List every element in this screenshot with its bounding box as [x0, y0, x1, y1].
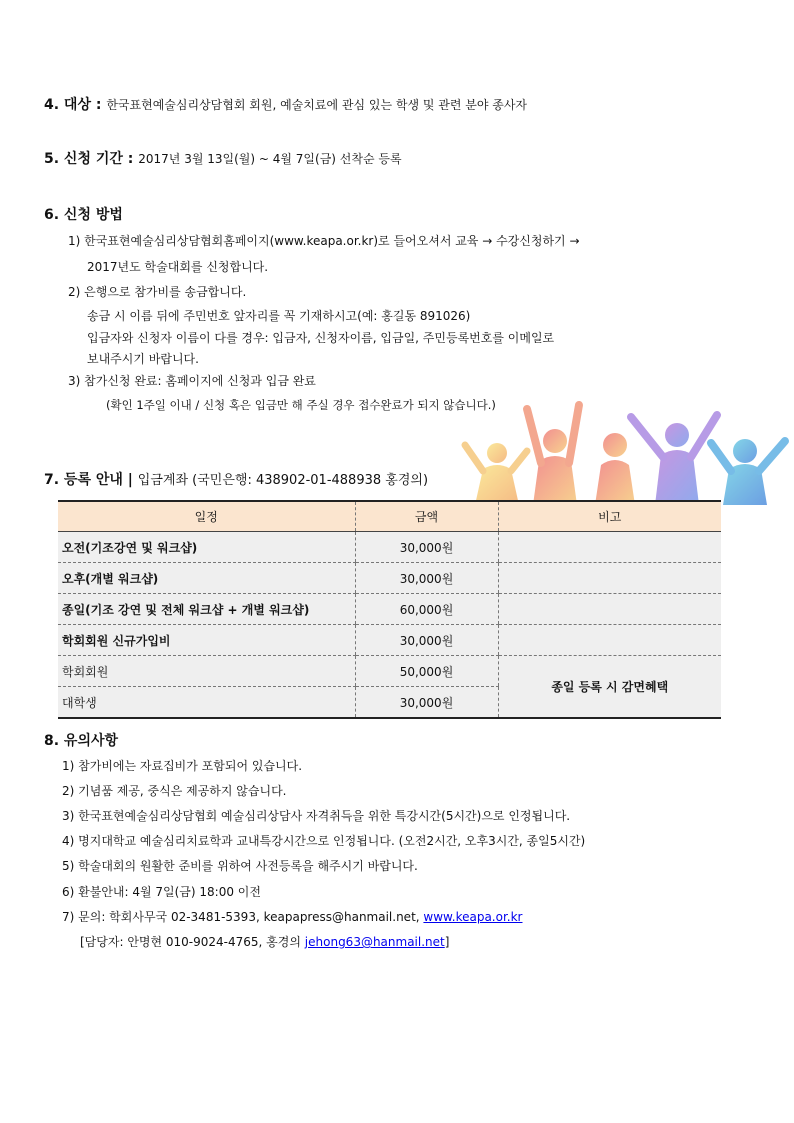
row-remark: [498, 563, 721, 594]
section-4: [44, 94, 527, 114]
manager-text: [담당자: 안명현 010-9024-4765, 홍경의: [80, 935, 301, 949]
row-name: 학회회원: [58, 656, 355, 687]
section-6-line: 3) 참가신청 완료: 홈페이지에 신청과 입금 완료: [68, 374, 316, 388]
section-6-line: 2) 은행으로 참가비를 송금합니다.: [68, 285, 247, 299]
notice-line: 4) 명지대학교 예술심리치료학과 교내특강시간으로 인정됩니다. (오전2시간, 오후3시간, 종일5시간): [62, 834, 586, 848]
notice-line: 6) 환불안내: 4월 7일(금) 18:00 이전: [62, 885, 261, 899]
manager-line: [80, 933, 449, 950]
section-6-line: 보내주시기 바랍니다.: [87, 352, 199, 366]
section-7-heading: 7. 등록 안내 |: [44, 472, 133, 488]
notice-line: 5) 학술대회의 원활한 준비를 위하여 사전등록을 해주시기 바랍니다.: [62, 859, 418, 873]
contact-text: 7) 문의: 학회사무국 02-3481-5393, keapapress@hanmail.net,: [62, 910, 420, 924]
notice-line: 3) 한국표현예술심리상담협회 예술심리상담사 자격취득을 위한 특강시간(5시간)으로 인정됩니다.: [62, 809, 571, 823]
dancers-illustration: [455, 395, 794, 505]
column-header-remark: 비고: [498, 501, 721, 532]
section-6-line: 송금 시 이름 뒤에 주민번호 앞자리를 꼭 기재하시고(예: 홍길동 891026): [87, 309, 471, 323]
table-row: [58, 594, 721, 625]
row-amount: 30,000원: [355, 687, 498, 719]
row-amount: 60,000원: [355, 594, 498, 625]
table-row: [58, 532, 721, 563]
row-remark: [498, 594, 721, 625]
fee-table: [58, 500, 721, 719]
section-4-heading: 4. 대상 :: [44, 97, 102, 113]
section-6-note: (확인 1주일 이내 / 신청 혹은 입금만 해 주실 경우 접수완료가 되지 않습니다.): [106, 398, 496, 412]
column-header-amount: 금액: [355, 501, 498, 532]
notice-line: 2) 기념품 제공, 중식은 제공하지 않습니다.: [62, 784, 287, 798]
column-header-schedule: 일정: [58, 501, 355, 532]
manager-bracket: ]: [444, 935, 450, 949]
manager-email-link[interactable]: jehong63@hanmail.net: [304, 935, 445, 949]
table-row: [58, 563, 721, 594]
section-7: [44, 469, 428, 489]
row-name: 오후(개별 워크샵): [58, 563, 355, 594]
section-6-line: 입금자와 신청자 이름이 다를 경우: 입금자, 신청자이름, 입금일, 주민등록번호를 이메일로: [87, 331, 555, 345]
table-header-row: [58, 501, 721, 532]
row-amount: 50,000원: [355, 656, 498, 687]
row-amount: 30,000원: [355, 532, 498, 563]
section-6-line: 2017년도 학술대회를 신청합니다.: [87, 260, 269, 274]
bank-account: 입금계좌 (국민은행: 438902-01-488938 홍경의): [137, 473, 429, 488]
section-6-heading: 6. 신청 방법: [44, 207, 123, 223]
row-name: 대학생: [58, 687, 355, 719]
contact-line: [62, 908, 523, 925]
table-row: [58, 625, 721, 656]
table-row: [58, 656, 721, 687]
row-name: 학회회원 신규가입비: [58, 625, 355, 656]
section-5-text: 2017년 3월 13일(월) ~ 4월 7일(금) 선착순 등록: [138, 152, 402, 166]
section-5: [44, 148, 402, 168]
row-remark: [498, 532, 721, 563]
website-link[interactable]: www.keapa.or.kr: [423, 910, 523, 924]
row-name: 오전(기조강연 및 워크샵): [58, 532, 355, 563]
row-amount: 30,000원: [355, 625, 498, 656]
section-6-line: 1) 한국표현예술심리상담협회홈페이지(www.keapa.or.kr)로 들어오셔서 교육 → 수강신청하기 →: [68, 234, 580, 248]
row-amount: 30,000원: [355, 563, 498, 594]
discount-remark: 종일 등록 시 감면혜택: [498, 656, 721, 719]
row-remark: [498, 625, 721, 656]
row-name: 종일(기조 강연 및 전체 워크샵 + 개별 워크샵): [58, 594, 355, 625]
section-5-heading: 5. 신청 기간 :: [44, 151, 134, 167]
section-4-text: 한국표현예술심리상담협회 회원, 예술치료에 관심 있는 학생 및 관련 분야 종사자: [106, 98, 528, 112]
notice-line: 1) 참가비에는 자료집비가 포함되어 있습니다.: [62, 759, 303, 773]
section-8-heading: 8. 유의사항: [44, 733, 119, 749]
